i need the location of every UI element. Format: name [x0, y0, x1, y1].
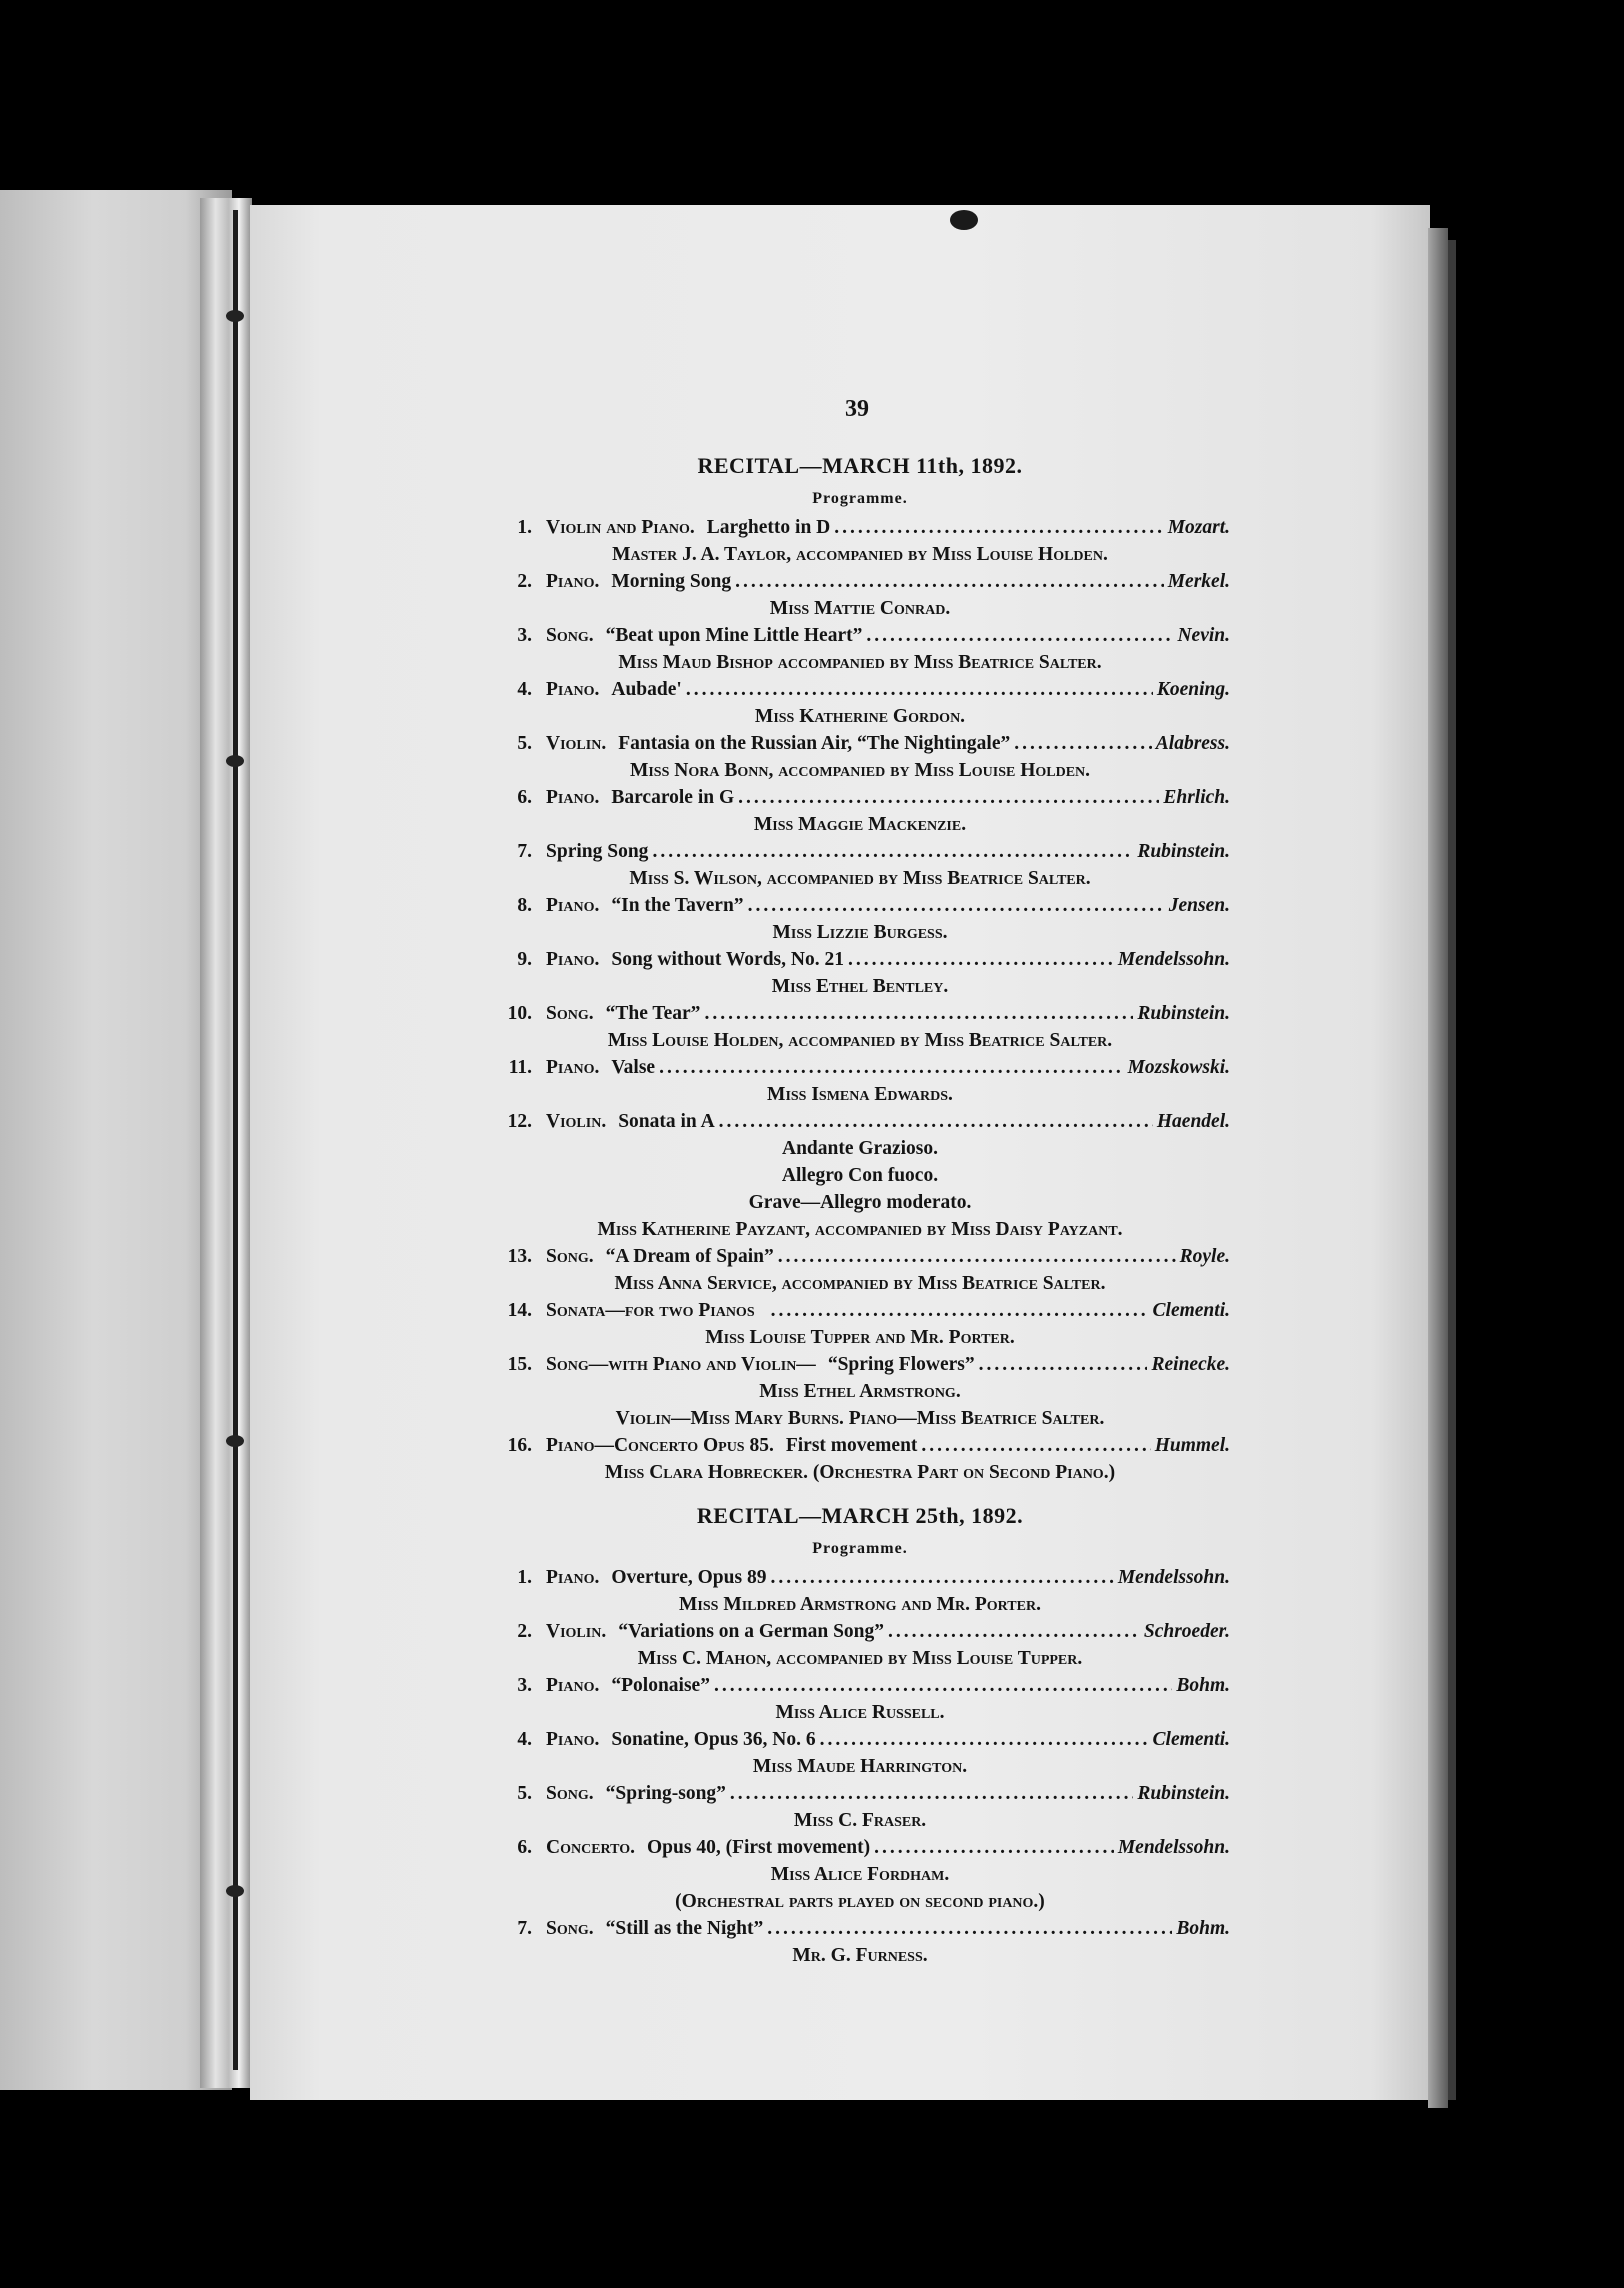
binding-knot	[226, 310, 244, 322]
performer-line: (Orchestral parts played on second piano.)	[675, 1891, 1045, 1912]
programme-item	[490, 1618, 1230, 1672]
programme-heading: Programme.	[812, 1540, 908, 1557]
composer: Schroeder.	[1143, 1621, 1230, 1642]
programme-item	[490, 1351, 1230, 1432]
leader-dots	[921, 1432, 1150, 1459]
programme-item-line	[490, 838, 1230, 865]
binding-thread	[233, 210, 238, 2070]
item-type: Violin and Piano.	[546, 517, 695, 538]
performer-line: Miss Ethel Armstrong.	[759, 1381, 961, 1402]
item-number: 4.	[517, 679, 532, 700]
composer: Rubinstein.	[1137, 1003, 1230, 1024]
piece-title: “The Tear”	[605, 1003, 701, 1024]
performer-line: Miss C. Mahon, accompanied by Miss Louise Tupper.	[637, 1648, 1083, 1669]
performer-line: Miss Nora Bonn, accompanied by Miss Louise Holden.	[629, 760, 1091, 781]
programme-item	[490, 946, 1230, 1000]
leader-dots	[834, 514, 1163, 541]
leader-dots	[778, 1243, 1176, 1270]
item-number: 2.	[517, 571, 532, 592]
piece-title: “Spring-song”	[605, 1783, 726, 1804]
composer: Jensen.	[1168, 895, 1230, 916]
composer: Clementi.	[1152, 1729, 1230, 1750]
piece-title: Fantasia on the Russian Air, “The Nightingale”	[618, 733, 1011, 754]
programme-item-line	[490, 514, 1230, 541]
item-number: 1.	[517, 517, 532, 538]
item-type: Piano.	[546, 571, 600, 592]
leader-dots	[820, 1726, 1149, 1753]
performer-line: Miss Ethel Bentley.	[771, 976, 949, 997]
composer: Mendelssohn.	[1117, 949, 1230, 970]
programme-item-line	[490, 1054, 1230, 1081]
programme-item	[490, 622, 1230, 676]
performer-line: Miss Clara Hobrecker. (Orchestra Part on Second Piano.)	[604, 1462, 1116, 1483]
binding-knot	[226, 1435, 244, 1447]
composer: Royle.	[1179, 1246, 1230, 1267]
programme-heading: Programme.	[812, 490, 908, 507]
piece-title: First movement	[785, 1435, 918, 1456]
composer: Hummel.	[1154, 1435, 1230, 1456]
movement: Grave—Allegro moderato.	[748, 1192, 972, 1213]
item-type: Song—with Piano and Violin—	[546, 1354, 816, 1375]
programme-item-line	[490, 1351, 1230, 1378]
composer: Mendelssohn.	[1117, 1837, 1230, 1858]
programme-item	[490, 838, 1230, 892]
item-number: 7.	[517, 841, 532, 862]
item-number: 16.	[507, 1435, 532, 1456]
programme-item	[490, 1672, 1230, 1726]
piece-title: “Variations on a German Song”	[618, 1621, 885, 1642]
programme-item	[490, 1432, 1230, 1486]
programme-content	[490, 394, 1230, 1969]
programme-item-line	[490, 1780, 1230, 1807]
programme-item-line	[490, 1618, 1230, 1645]
programme-item	[490, 514, 1230, 568]
item-type: Song.	[546, 1783, 594, 1804]
performer-line: Miss S. Wilson, accompanied by Miss Beatrice Salter.	[629, 868, 1091, 889]
book-gutter	[200, 198, 252, 2088]
item-type: Piano.	[546, 895, 600, 916]
piece-title: Barcarole in G	[611, 787, 735, 808]
programme-item	[490, 784, 1230, 838]
programme-item-line	[490, 946, 1230, 973]
binding-knot	[226, 1885, 244, 1897]
movement: Allegro Con fuoco.	[781, 1165, 939, 1186]
piece-title: Sonata in A	[618, 1111, 715, 1132]
leader-dots	[888, 1618, 1140, 1645]
piece-title: Morning Song	[611, 571, 732, 592]
piece-title: Spring Song	[546, 841, 649, 862]
leader-dots	[771, 1297, 1149, 1324]
programme-item-line	[490, 1672, 1230, 1699]
recital-title: RECITAL—MARCH 25th, 1892.	[696, 1503, 1024, 1528]
programme-item-line	[490, 676, 1230, 703]
programme-item-line	[490, 784, 1230, 811]
leader-dots	[874, 1834, 1114, 1861]
programme-item-line	[490, 892, 1230, 919]
composer: Merkel.	[1167, 571, 1230, 592]
item-number: 10.	[507, 1003, 532, 1024]
page-edge-shadow	[1448, 240, 1456, 2100]
leader-dots	[719, 1108, 1153, 1135]
composer: Mendelssohn.	[1117, 1567, 1230, 1588]
composer: Bohm.	[1176, 1675, 1230, 1696]
piece-title: Valse	[611, 1057, 656, 1078]
leader-dots	[738, 784, 1159, 811]
piece-title: Larghetto in D	[706, 517, 831, 538]
piece-title: “Polonaise”	[611, 1675, 710, 1696]
performer-line: Miss Lizzie Burgess.	[772, 922, 948, 943]
performer-line: Miss Mattie Conrad.	[769, 598, 951, 619]
performer-line: Miss Maggie Mackenzie.	[753, 814, 967, 835]
composer: Bohm.	[1176, 1918, 1230, 1939]
item-type: Concerto.	[546, 1837, 635, 1858]
page-number: 39	[845, 396, 869, 422]
composer: Rubinstein.	[1137, 841, 1230, 862]
programme-item	[490, 1726, 1230, 1780]
item-type: Song.	[546, 1003, 594, 1024]
piece-title: “Still as the Night”	[605, 1918, 764, 1939]
programme-item-line	[490, 1915, 1230, 1942]
item-type: Piano—Concerto Opus 85.	[546, 1435, 774, 1456]
item-number: 11.	[508, 1057, 532, 1078]
performer-line: Violin—Miss Mary Burns. Piano—Miss Beatrice Salter.	[615, 1408, 1105, 1429]
programme-item-line	[490, 1297, 1230, 1324]
item-type: Violin.	[546, 1111, 607, 1132]
leader-dots	[652, 838, 1133, 865]
performer-line: Master J. A. Taylor, accompanied by Miss Louise Holden.	[612, 544, 1108, 565]
piece-title: Song without Words, No. 21	[611, 949, 844, 970]
programme-item	[490, 892, 1230, 946]
performer-line: Miss Alice Russell.	[775, 1702, 945, 1723]
composer: Nevin.	[1177, 625, 1230, 646]
piece-title: Opus 40, (First movement)	[647, 1837, 871, 1858]
item-number: 15.	[507, 1354, 532, 1375]
movement: Andante Grazioso.	[782, 1138, 938, 1159]
item-type: Song.	[546, 1918, 594, 1939]
programme-item-line	[490, 622, 1230, 649]
item-number: 14.	[507, 1300, 532, 1321]
leader-dots	[730, 1780, 1133, 1807]
item-number: 4.	[517, 1729, 532, 1750]
piece-title: Aubade'	[611, 679, 682, 700]
performer-line: Miss Katherine Payzant, accompanied by Miss Daisy Payzant.	[597, 1219, 1123, 1240]
item-type: Piano.	[546, 1729, 600, 1750]
programme-item	[490, 1915, 1230, 1969]
composer: Clementi.	[1152, 1300, 1230, 1321]
piece-title: “A Dream of Spain”	[605, 1246, 774, 1267]
performer-line: Miss Ismena Edwards.	[767, 1084, 953, 1105]
leader-dots	[1014, 730, 1152, 757]
programme-item	[490, 1243, 1230, 1297]
item-number: 9.	[517, 949, 532, 970]
item-type: Piano.	[546, 1567, 600, 1588]
programme-item-line	[490, 568, 1230, 595]
performer-line: Miss Katherine Gordon.	[754, 706, 966, 727]
item-number: 12.	[507, 1111, 532, 1132]
programme-item	[490, 1780, 1230, 1834]
item-number: 6.	[517, 1837, 532, 1858]
item-type: Piano.	[546, 1675, 600, 1696]
binding-knot	[226, 755, 244, 767]
programme-item	[490, 1564, 1230, 1618]
item-number: 2.	[517, 1621, 532, 1642]
item-type: Song.	[546, 1246, 594, 1267]
item-number: 7.	[517, 1918, 532, 1939]
programme-item	[490, 730, 1230, 784]
programme-item-line	[490, 1432, 1230, 1459]
programme-item-line	[490, 730, 1230, 757]
leader-dots	[714, 1672, 1172, 1699]
page-edge	[1428, 228, 1448, 2108]
piece-title: Sonatine, Opus 36, No. 6	[611, 1729, 816, 1750]
performer-line: Miss Maude Harrington.	[752, 1756, 968, 1777]
piece-title: “In the Tavern”	[611, 895, 744, 916]
item-number: 3.	[517, 1675, 532, 1696]
piece-title: “Spring Flowers”	[827, 1354, 975, 1375]
programme-item-line	[490, 1000, 1230, 1027]
item-type: Piano.	[546, 949, 600, 970]
item-type: Piano.	[546, 1057, 600, 1078]
leader-dots	[767, 1915, 1172, 1942]
performer-line: Mr. G. Furness.	[792, 1945, 928, 1966]
item-number: 3.	[517, 625, 532, 646]
performer-line: Miss Anna Service, accompanied by Miss Beatrice Salter.	[614, 1273, 1106, 1294]
programme-item	[490, 1000, 1230, 1054]
composer: Rubinstein.	[1137, 1783, 1230, 1804]
item-type: Piano.	[546, 679, 600, 700]
piece-title: “Beat upon Mine Little Heart”	[605, 625, 863, 646]
performer-line: Miss Alice Fordham.	[770, 1864, 950, 1885]
performer-line: Miss C. Fraser.	[793, 1810, 927, 1831]
item-type: Sonata—for two Pianos	[546, 1300, 755, 1321]
performer-line: Miss Louise Tupper and Mr. Porter.	[705, 1327, 1015, 1348]
item-number: 6.	[517, 787, 532, 808]
piece-title: Overture, Opus 89	[611, 1567, 767, 1588]
left-page	[0, 190, 232, 2090]
programme-item	[490, 1834, 1230, 1915]
leader-dots	[748, 892, 1165, 919]
composer: Haendel.	[1156, 1111, 1230, 1132]
programme-item-line	[490, 1564, 1230, 1591]
performer-line: Miss Mildred Armstrong and Mr. Porter.	[679, 1594, 1041, 1615]
programme-item-line	[490, 1108, 1230, 1135]
programme-item-line	[490, 1243, 1230, 1270]
ink-blot	[950, 210, 978, 230]
leader-dots	[704, 1000, 1133, 1027]
performer-line: Miss Maud Bishop accompanied by Miss Beatrice Salter.	[618, 652, 1102, 673]
composer: Koening.	[1156, 679, 1230, 700]
leader-dots	[866, 622, 1173, 649]
leader-dots	[659, 1054, 1124, 1081]
leader-dots	[735, 568, 1164, 595]
composer: Mozskowski.	[1127, 1057, 1230, 1078]
programme-item	[490, 676, 1230, 730]
item-number: 5.	[517, 1783, 532, 1804]
leader-dots	[686, 676, 1153, 703]
item-type: Piano.	[546, 787, 600, 808]
item-number: 5.	[517, 733, 532, 754]
composer: Mozart.	[1167, 517, 1230, 538]
item-type: Violin.	[546, 733, 607, 754]
leader-dots	[979, 1351, 1148, 1378]
leader-dots	[848, 946, 1114, 973]
item-number: 1.	[517, 1567, 532, 1588]
item-type: Song.	[546, 625, 594, 646]
performer-line: Miss Louise Holden, accompanied by Miss Beatrice Salter.	[607, 1030, 1113, 1051]
item-type: Violin.	[546, 1621, 607, 1642]
item-number: 13.	[507, 1246, 532, 1267]
programme-item-line	[490, 1834, 1230, 1861]
leader-dots	[770, 1564, 1113, 1591]
recital-title: RECITAL—MARCH 11th, 1892.	[697, 453, 1023, 478]
programme-item	[490, 1108, 1230, 1243]
programme-item	[490, 1054, 1230, 1108]
composer: Alabress.	[1155, 733, 1230, 754]
programme-item	[490, 568, 1230, 622]
composer: Ehrlich.	[1163, 787, 1230, 808]
programme-item	[490, 1297, 1230, 1351]
programme-item-line	[490, 1726, 1230, 1753]
item-number: 8.	[517, 895, 532, 916]
composer: Reinecke.	[1151, 1354, 1230, 1375]
